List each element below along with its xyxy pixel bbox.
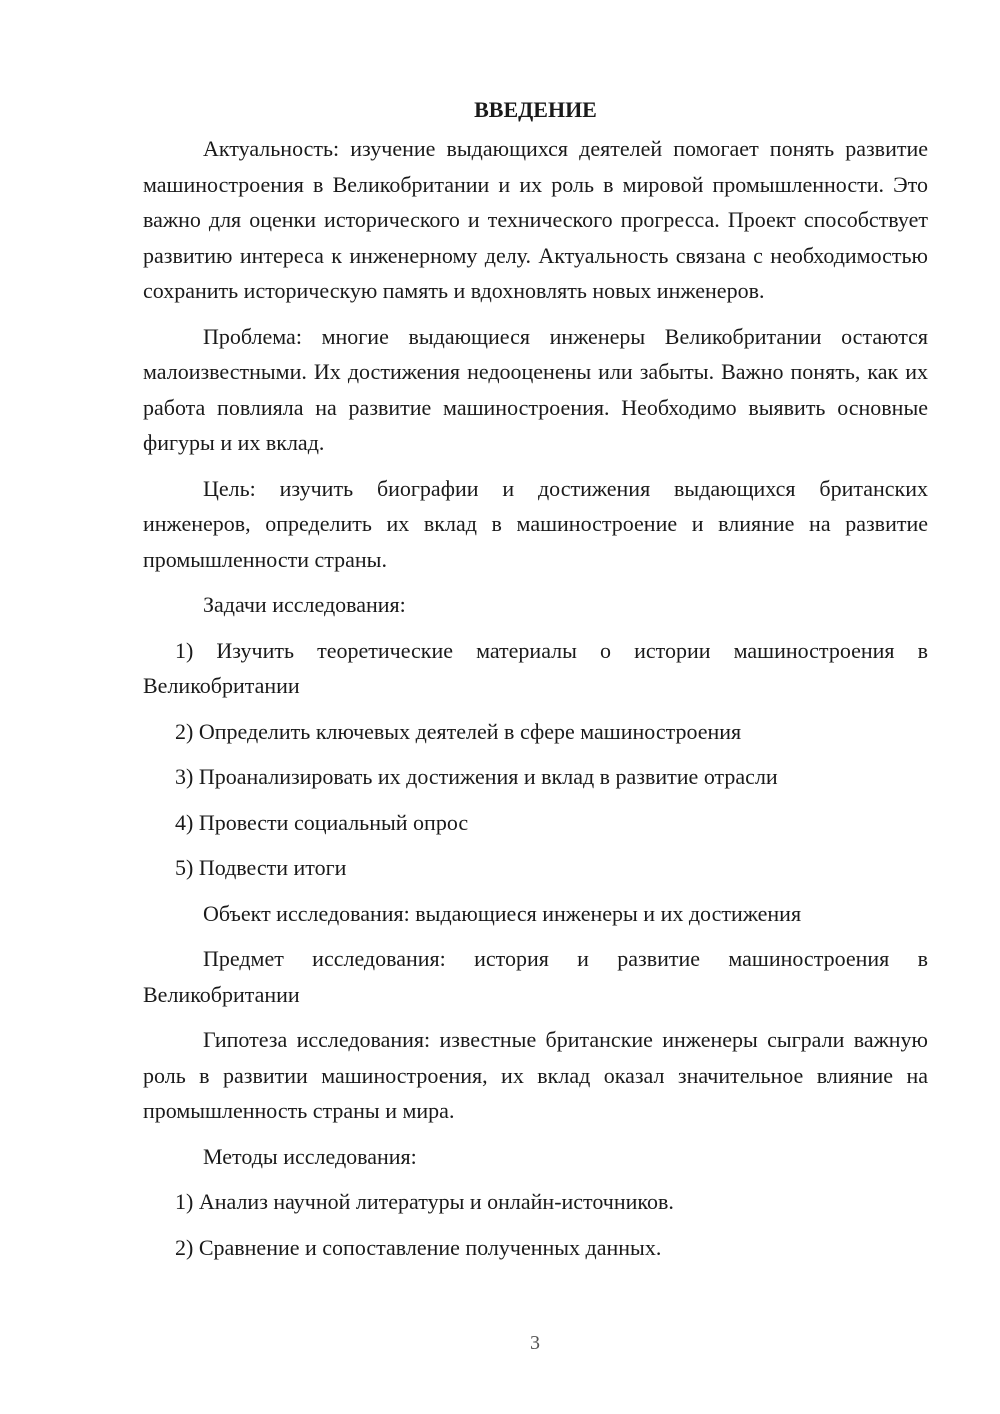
goal-paragraph: Цель: изучить биографии и достижения выдающихся британских инженеров, определить их вклад в машиностроение и влияние на развитие промышленности страны.	[143, 475, 928, 572]
subject-paragraph: Предмет исследования: история и развитие машиностроения в Великобритании	[143, 946, 928, 1007]
task-item-4: 4) Провести социальный опрос	[175, 809, 469, 835]
hypothesis-paragraph: Гипотеза исследования: известные британские инженеры сыграли важную роль в развитии машиностроения, их вклад оказал значительное влияние на промышленность страны и мира.	[143, 1027, 928, 1123]
object-paragraph: Объект исследования: выдающиеся инженеры и их достижения	[203, 900, 802, 926]
task-item-3: 3) Проанализировать их достижения и вклад в развитие отрасли	[175, 764, 778, 789]
task-item-5: 5) Подвести итоги	[175, 855, 347, 880]
method-item-1: 1) Анализ научной литературы и онлайн-источников.	[175, 1189, 674, 1214]
tasks-title: Задачи исследования:	[203, 592, 406, 617]
problem-paragraph: Проблема: многие выдающиеся инженеры Великобритании остаются малоизвестными. Их достижения недооценены или забыты. Важно понять, как их работа повлияла на развитие машиностроения. Необходимо выявить основные фигуры и их вклад.	[143, 323, 928, 455]
document-page	[143, 92, 928, 1265]
relevance-paragraph: Актуальность: изучение выдающихся деятелей помогает понять развитие машиностроения в Великобритании и их роль в мировой промышленности. Это важно для оценки исторического и технического прогресса. Проект способствует развитию интереса к инженерному делу. Актуальность связана с необходимостью сохранить историческую память и вдохновлять новых инженеров.	[143, 136, 928, 303]
methods-title: Методы исследования:	[203, 1143, 417, 1169]
section-heading: ВВЕДЕНИЕ	[474, 97, 597, 122]
page-number: 3	[530, 1332, 540, 1354]
task-item-1: 1) Изучить теоретические материалы о истории машиностроения в Великобритании	[143, 637, 928, 698]
method-item-2: 2) Сравнение и сопоставление полученных данных.	[175, 1234, 662, 1260]
task-item-2: 2) Определить ключевых деятелей в сфере машиностроения	[175, 718, 742, 744]
